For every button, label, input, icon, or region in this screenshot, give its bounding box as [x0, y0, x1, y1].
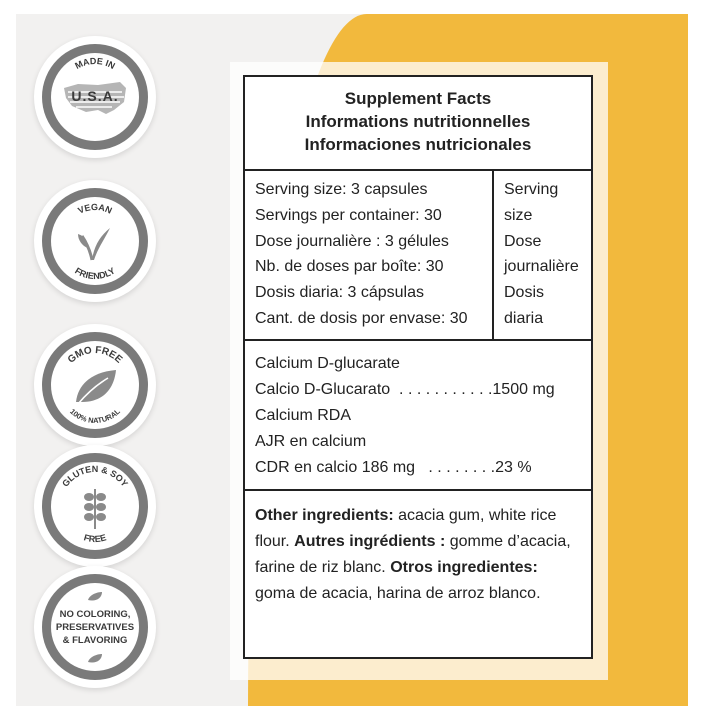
sprout-icon: [42, 188, 148, 294]
serving-line: Nb. de doses par boîte: 30: [255, 258, 444, 276]
ingredients-text-en: acacia gum, white rice flour.: [255, 507, 557, 550]
supplement-facts-panel: [243, 75, 593, 659]
serving-header-line: Dose: [504, 232, 542, 250]
facts-title-block: [245, 77, 591, 171]
ingredients-label-es: Otros ingredientes:: [390, 559, 538, 576]
ingredients-label-en: Other ingredients:: [255, 507, 394, 524]
nutrient-line: Calcio D-Glucarato . . . . . . . . . . .1500 mg: [255, 381, 555, 398]
bottom-leaf-icon: [88, 654, 102, 663]
serving-header-line: size: [504, 206, 533, 224]
title-es: Informaciones nutricionales: [304, 135, 532, 154]
serving-size-header: [492, 171, 593, 339]
serving-line: Cant. de dosis por envase: 30: [255, 309, 468, 327]
no-coloring-label: NO COLORING,: [59, 609, 131, 620]
flavoring-label: & FLAVORING: [62, 635, 128, 646]
serving-line: Dosis diaria: 3 cápsulas: [255, 284, 424, 302]
wheat-icon: [42, 453, 148, 559]
serving-section: [245, 171, 591, 341]
nutrient-section: [245, 341, 591, 491]
title-en: Supplement Facts: [344, 89, 492, 108]
title-fr: Informations nutritionnelles: [305, 112, 531, 131]
top-leaf-icon: [88, 592, 102, 601]
vegan-label: VEGAN: [76, 201, 114, 216]
gmo-free-label: GMO FREE: [65, 344, 125, 366]
serving-line: Servings per container: 30: [255, 206, 442, 224]
usa-label: U.S.A.: [71, 88, 119, 104]
serving-line: Serving size: 3 capsules: [255, 181, 428, 198]
ingredients-text-fr: gomme d’acacia, farine de riz blanc.: [255, 533, 571, 576]
serving-header-line: Dosis: [504, 284, 545, 302]
serving-info: [255, 177, 491, 332]
nutrient-line: Calcium RDA: [255, 407, 352, 424]
preservatives-label: PRESERVATIVES: [55, 622, 135, 633]
ingredients-text-es: goma de acacia, harina de arroz blanco.: [255, 585, 541, 602]
friendly-label: FRIENDLY: [73, 265, 117, 282]
free-label: FREE: [82, 532, 108, 545]
ingredients-section: [245, 491, 591, 607]
gluten-soy-label: GLUTEN & SOY: [60, 463, 130, 489]
leaf-icon: [42, 332, 148, 438]
nutrient-line: Calcium D-glucarate: [255, 355, 400, 372]
made-in-usa-badge: [34, 36, 156, 158]
no-coloring-badge: [34, 566, 156, 688]
nutrient-line: CDR en calcio 186 mg . . . . . . . .23 %: [255, 459, 532, 476]
serving-header-line: diaria: [504, 309, 544, 327]
ingredients-label-fr: Autres ingrédients :: [294, 533, 446, 550]
nutrient-line: AJR en calcium: [255, 433, 367, 450]
gmo-free-badge: [34, 324, 156, 446]
natural-label: 100% NATURAL: [68, 406, 122, 426]
made-in-label: MADE IN: [73, 55, 117, 71]
serving-header-line: Serving: [504, 181, 559, 198]
serving-line: Dose journalière : 3 gélules: [255, 232, 449, 250]
gluten-soy-free-badge: [34, 445, 156, 567]
vegan-friendly-badge: [34, 180, 156, 302]
serving-header-line: journalière: [504, 258, 579, 276]
